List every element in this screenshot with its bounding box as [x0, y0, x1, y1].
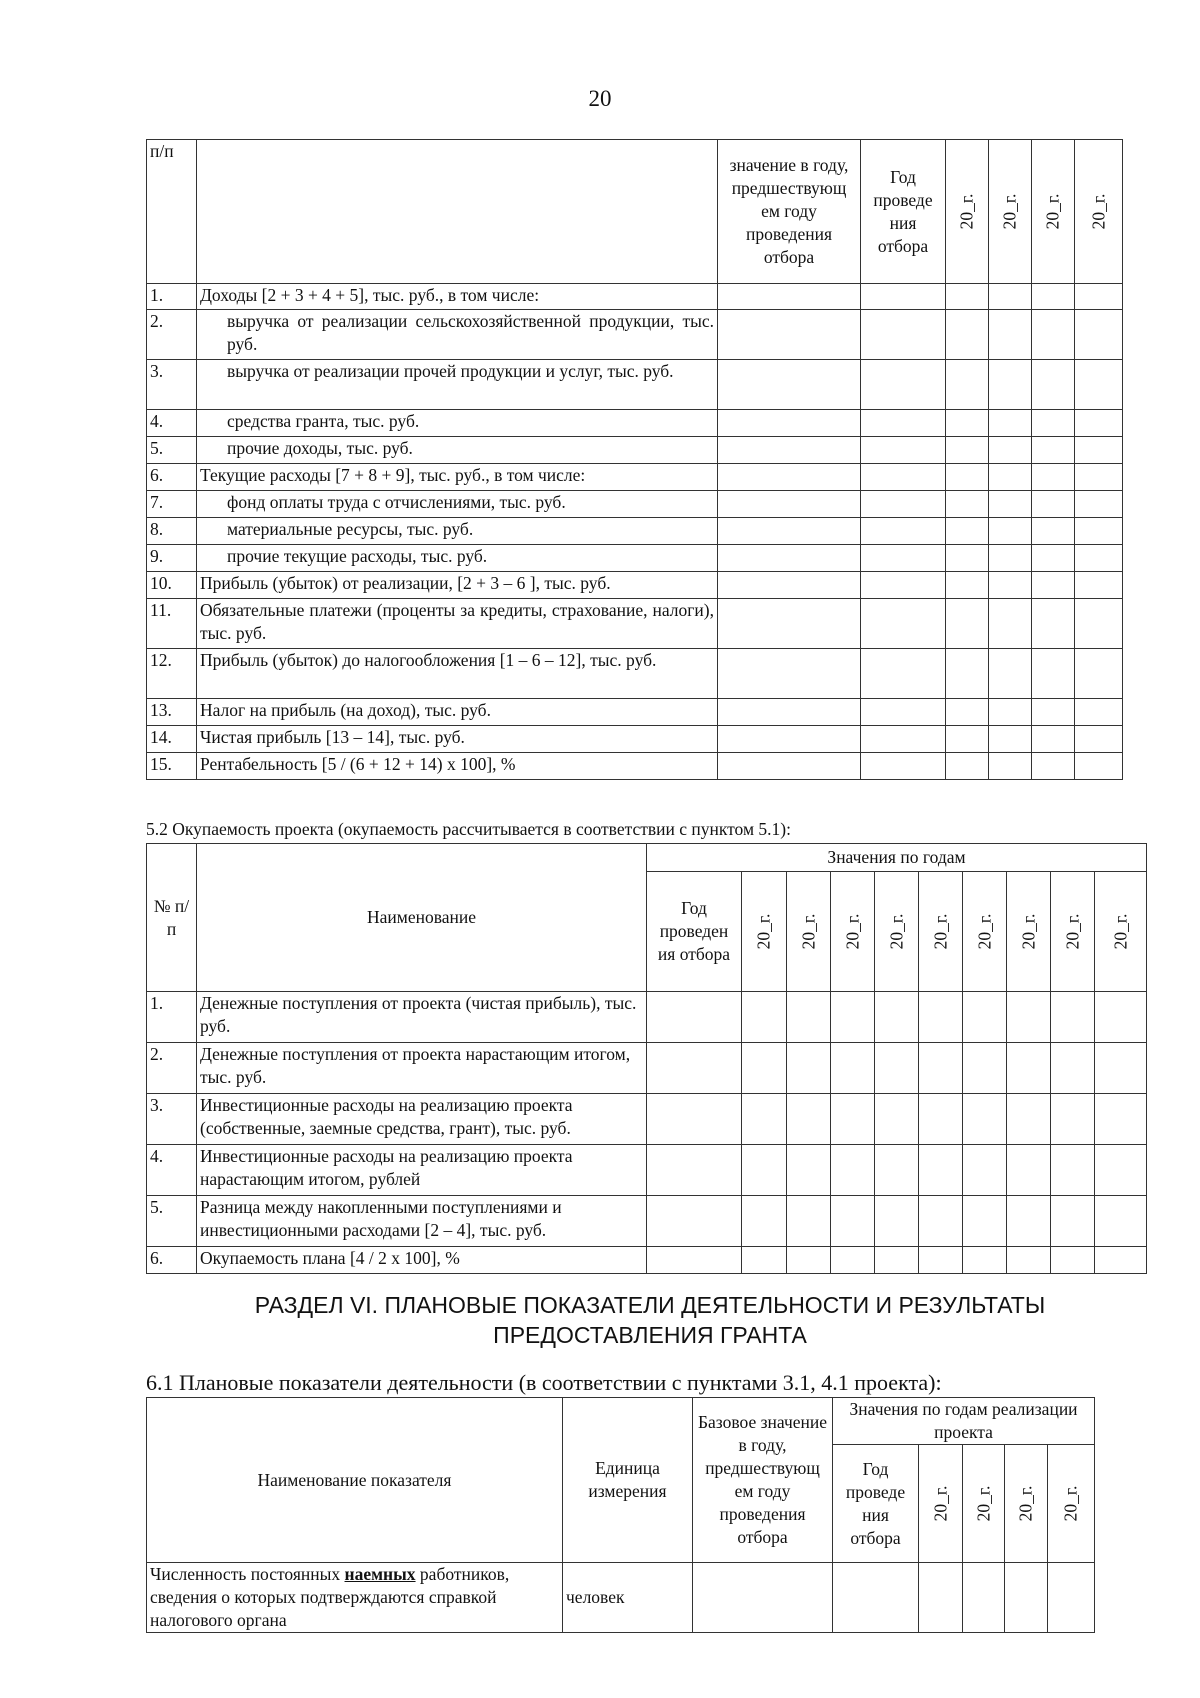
header-selection-year: Год проведен ия отбора	[647, 872, 742, 992]
row-num: 7.	[147, 491, 197, 518]
header-year-2: 20_г.	[989, 140, 1032, 284]
section-6-heading-line-2: ПРЕДОСТАВЛЕНИЯ ГРАНТА	[493, 1322, 807, 1348]
row-num: 3.	[147, 360, 197, 410]
row-label: средства гранта, тыс. руб.	[197, 410, 718, 437]
row-label: Прибыль (убыток) до налогообложения [1 – 6 – 12], тыс. руб.	[197, 649, 718, 699]
row-label: фонд оплаты труда с отчислениями, тыс. руб.	[197, 491, 718, 518]
row-label: Разница между накопленными поступлениями и инвестиционными расходами [2 – 4], тыс. руб.	[197, 1196, 647, 1247]
header-year-8: 20_г.	[1051, 872, 1095, 992]
header-year-1: 20_г.	[919, 1445, 963, 1563]
header-year-6: 20_г.	[963, 872, 1007, 992]
header-year-1: 20_г.	[742, 872, 787, 992]
row-num: 10.	[147, 572, 197, 599]
row-num: 1.	[147, 992, 197, 1043]
payback-table	[146, 843, 1147, 1274]
row-unit: человек	[563, 1563, 693, 1633]
row-label: Денежные поступления от проекта (чистая прибыль), тыс. руб.	[197, 992, 647, 1043]
header-prev-year-value: значение в году, предшествующ ем году проведения отбора	[718, 140, 861, 284]
row-num: 15.	[147, 753, 197, 780]
header-year-5: 20_г.	[919, 872, 963, 992]
section-6-heading-line-1: РАЗДЕЛ VI. ПЛАНОВЫЕ ПОКАЗАТЕЛИ ДЕЯТЕЛЬНОСТИ И РЕЗУЛЬТАТЫ	[254, 1292, 1046, 1318]
row-label: выручка от реализации прочей продукции и услуг, тыс. руб.	[197, 360, 718, 410]
row-label: Рентабельность [5 / (6 + 12 + 14) х 100], %	[197, 753, 718, 780]
header-values-by-year: Значения по годам реализации проекта	[833, 1398, 1095, 1445]
row-num: 5.	[147, 437, 197, 464]
financial-indicators-table	[146, 139, 1123, 780]
header-year-3: 20_г.	[1005, 1445, 1048, 1563]
row-num: 6.	[147, 1247, 197, 1274]
header-year-2: 20_г.	[963, 1445, 1005, 1563]
row-label: Окупаемость плана [4 / 2 х 100], %	[197, 1247, 647, 1274]
header-name: Наименование	[197, 844, 647, 992]
header-year-1: 20_г.	[946, 140, 989, 284]
header-num: п/п	[147, 140, 197, 284]
row-label: прочие доходы, тыс. руб.	[197, 437, 718, 464]
header-num: № п/п	[147, 844, 197, 992]
row-label: Инвестиционные расходы на реализацию проекта нарастающим итогом, рублей	[197, 1145, 647, 1196]
header-year-4: 20_г.	[875, 872, 919, 992]
header-year-2: 20_г.	[787, 872, 831, 992]
header-year-3: 20_г.	[831, 872, 875, 992]
header-indicator-name: Наименование показателя	[147, 1398, 563, 1563]
row-num: 14.	[147, 726, 197, 753]
section-6-heading	[145, 1290, 1155, 1350]
row-label: Прибыль (убыток) от реализации, [2 + 3 – 6 ], тыс. руб.	[197, 572, 718, 599]
row-label: Текущие расходы [7 + 8 + 9], тыс. руб., в том числе:	[197, 464, 718, 491]
header-selection-year: Год проведе ния отбора	[861, 140, 946, 284]
header-year-4: 20_г.	[1048, 1445, 1095, 1563]
header-name-empty	[197, 140, 718, 284]
row-num: 2.	[147, 310, 197, 360]
row-label: Численность постоянных наемных работников, сведения о которых подтверждаются справкой налогового органа	[147, 1563, 563, 1633]
row-num: 4.	[147, 1145, 197, 1196]
row-num: 9.	[147, 545, 197, 572]
section-6-1-caption: 6.1 Плановые показатели деятельности (в соответствии с пунктами 3.1, 4.1 проекта):	[146, 1370, 942, 1395]
header-year-7: 20_г.	[1007, 872, 1051, 992]
header-values-by-year: Значения по годам	[647, 844, 1147, 872]
row-num: 2.	[147, 1043, 197, 1094]
row-num: 3.	[147, 1094, 197, 1145]
header-year-3: 20_г.	[1032, 140, 1075, 284]
row-label: Доходы [2 + 3 + 4 + 5], тыс. руб., в том числе:	[197, 284, 718, 310]
row-num: 11.	[147, 599, 197, 649]
page-number: 20	[588, 86, 612, 111]
row-label: Денежные поступления от проекта нарастающим итогом, тыс. руб.	[197, 1043, 647, 1094]
planned-indicators-table	[146, 1397, 1095, 1633]
row-num: 6.	[147, 464, 197, 491]
row-num: 12.	[147, 649, 197, 699]
row-label: Налог на прибыль (на доход), тыс. руб.	[197, 699, 718, 726]
header-year-9: 20_г.	[1095, 872, 1147, 992]
row-label: Обязательные платежи (проценты за кредиты, страхование, налоги), тыс. руб.	[197, 599, 718, 649]
row-label: прочие текущие расходы, тыс. руб.	[197, 545, 718, 572]
emphasis-hired: наемных	[344, 1564, 416, 1584]
row-label: Инвестиционные расходы на реализацию проекта (собственные, заемные средства, грант), тыс. руб.	[197, 1094, 647, 1145]
row-num: 13.	[147, 699, 197, 726]
row-num: 8.	[147, 518, 197, 545]
row-label: материальные ресурсы, тыс. руб.	[197, 518, 718, 545]
header-selection-year: Год проведе ния отбора	[833, 1445, 919, 1563]
row-num: 4.	[147, 410, 197, 437]
row-label: Чистая прибыль [13 – 14], тыс. руб.	[197, 726, 718, 753]
section-5-2-caption: 5.2 Окупаемость проекта (окупаемость рассчитывается в соответствии с пунктом 5.1):	[146, 819, 791, 839]
row-num: 5.	[147, 1196, 197, 1247]
header-base-value: Базовое значение в году, предшествующ ем году проведения отбора	[693, 1398, 833, 1563]
row-num: 1.	[147, 284, 197, 310]
row-label: выручка от реализации сельскохозяйственной продукции, тыс. руб.	[197, 310, 718, 360]
header-unit: Единица измерения	[563, 1398, 693, 1563]
header-year-4: 20_г.	[1075, 140, 1123, 284]
